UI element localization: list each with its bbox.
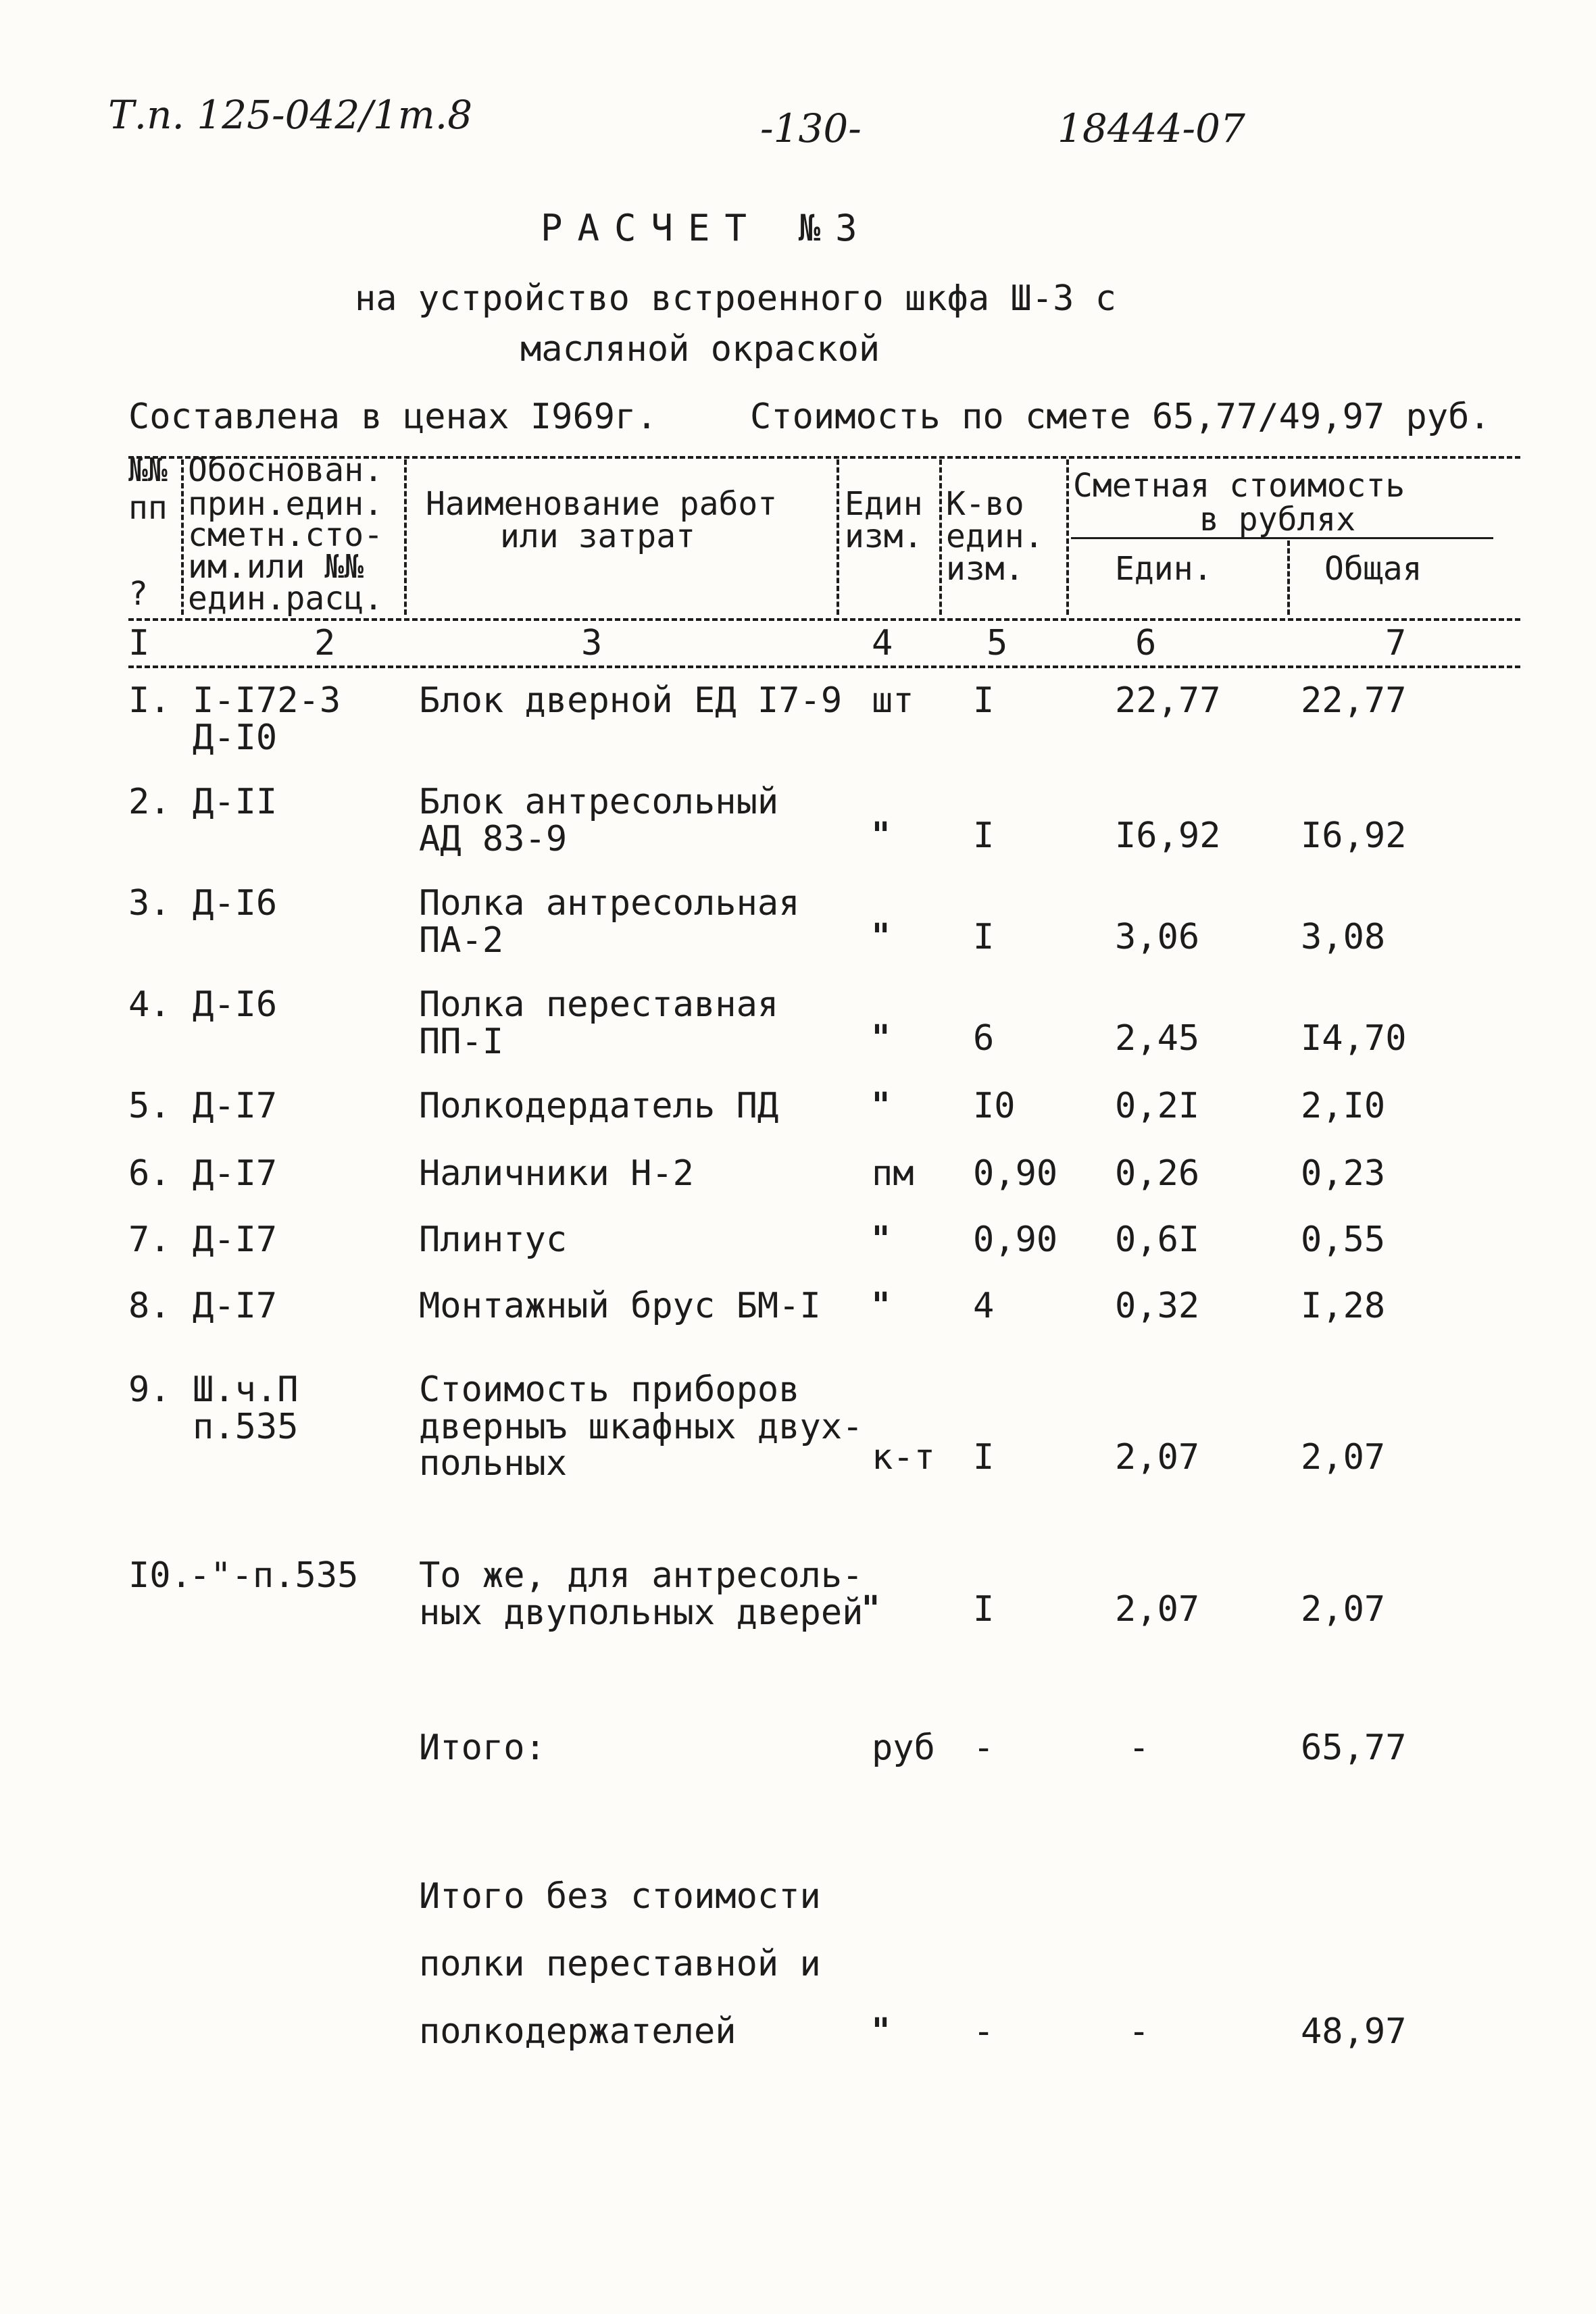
row-basis: Д-I6 [193,984,278,1025]
total-label: Итого: [419,1728,546,1768]
total-unit: руб [872,1728,935,1768]
subtitle-line-2: масляной окраской [520,329,880,370]
row-basis: Д-I7 [193,1153,278,1194]
row-basis: Д-I6 [193,883,278,924]
total-value: 65,77 [1301,1728,1407,1768]
document-ref-right: 18444-07 [1057,105,1245,151]
header-basis-l3: сметн.сто- [188,516,383,554]
row-num: 3. [128,883,171,924]
row-name: Плинтус [419,1219,568,1260]
total-excl-label-l3: полкодержателей [419,2011,737,2052]
row-basis: -"-п.535 [189,1555,359,1596]
header-qty-l1: К-во [946,485,1024,523]
row-unit: " [872,1219,891,1260]
header-unit-l1: Един [845,485,923,523]
row-total: 3,08 [1301,917,1386,957]
row-unit: " [872,1017,891,1059]
row-unit: " [862,1588,880,1630]
row-qty: 0,90 [973,1219,1058,1260]
header-qty-l3: изм. [946,550,1024,588]
header-unit-l2: изм. [845,518,923,555]
row-total: 2,07 [1301,1437,1386,1478]
row-num: 8. [128,1286,171,1326]
col-sep-5 [1066,459,1069,615]
col-number-2: 2 [314,623,336,663]
row-name: То же, для антресоль- ных двупольных дверей [419,1555,864,1633]
row-total: 2,I0 [1301,1086,1386,1126]
row-num: I0. [128,1555,192,1596]
row-total: 0,23 [1301,1153,1386,1194]
row-num: 5. [128,1086,171,1126]
header-basis-l5: един.расц. [188,580,383,618]
row-num: 6. [128,1153,171,1194]
row-unit: пм [872,1153,914,1194]
row-name: Стоимость приборов дверныъ шкафных двух- польных [419,1369,864,1484]
row-qty: 0,90 [973,1153,1058,1194]
row-name: Полка переставная ПП-I [419,984,779,1062]
row-name: Монтажный брус БМ-I [419,1286,821,1326]
header-cost-l1: Сметная стоимость [1073,467,1405,505]
row-price: 0,2I [1115,1086,1200,1126]
row-total: 0,55 [1301,1219,1386,1260]
row-name: Полка антресольная ПА-2 [419,883,800,961]
row-unit: " [872,1285,891,1326]
row-price: I6,92 [1115,815,1221,856]
total-price: - [1128,1728,1150,1768]
total-excl-qty: - [973,2011,995,2052]
row-total: I,28 [1301,1286,1386,1326]
row-total: 2,07 [1301,1589,1386,1630]
row-total: 22,77 [1301,680,1407,721]
row-unit: " [872,815,891,856]
page-number: -130- [760,105,862,151]
row-name: Полкодердатель ПД [419,1086,779,1126]
row-qty: I [973,1589,995,1630]
row-unit: шт [872,680,914,721]
header-bottom-rule [128,618,1520,621]
header-basis-l2: прин.един. [188,485,383,523]
header-cost-unit: Един. [1115,550,1213,588]
row-unit: " [872,916,891,957]
total-qty: - [973,1728,995,1768]
row-price: 0,32 [1115,1286,1200,1326]
row-basis: Д-I7 [193,1086,278,1126]
row-num: I. [128,680,171,721]
header-basis-l4: им.или №№ [188,548,364,586]
col-sep-4 [939,459,942,615]
row-name: Блок дверной ЕД I7-9 [419,680,843,721]
header-num-l3: ? [128,575,148,613]
row-price: 2,07 [1115,1589,1200,1630]
row-price: 0,6I [1115,1219,1200,1260]
row-total: I4,70 [1301,1018,1407,1059]
col-sep-1 [181,459,184,615]
row-qty: I [973,1437,995,1478]
total-excl-value: 48,97 [1301,2011,1407,2052]
col-number-6: 6 [1135,623,1157,663]
col-number-3: 3 [581,623,603,663]
row-qty: I [973,917,995,957]
col-sep-2 [404,459,407,615]
subtitle-line-1: на устройство встроенного шкфа Ш-3 с [355,278,1117,319]
header-name-l2: или затрат [500,518,695,555]
col-number-rule [128,665,1520,668]
col-number-1: I [128,623,150,663]
header-name-l1: Наименование работ [426,485,778,523]
row-num: 7. [128,1219,171,1260]
row-qty: 4 [973,1286,995,1326]
row-price: 0,26 [1115,1153,1200,1194]
row-basis: Д-II [193,782,278,822]
prices-year-line: Составлена в ценах I969г. [128,397,657,437]
total-excl-price: - [1128,2011,1150,2052]
row-total: I6,92 [1301,815,1407,856]
row-num: 9. [128,1369,171,1410]
total-excl-unit: " [872,2011,891,2052]
row-name: Наличники Н-2 [419,1153,694,1194]
row-qty: I0 [973,1086,1016,1126]
total-excl-label-l1: Итого без стоимости [419,1876,821,1917]
row-num: 4. [128,984,171,1025]
row-price: 2,45 [1115,1018,1200,1059]
row-basis: Ш.ч.П п.535 [193,1369,299,1447]
row-price: 22,77 [1115,680,1221,721]
estimate-cost-line: Стоимость по смете 65,77/49,97 руб. [750,397,1491,437]
col-sep-3 [837,459,839,615]
row-num: 2. [128,782,171,822]
page-title: РАСЧЕТ №3 [541,207,872,249]
row-basis: Д-I7 [193,1286,278,1326]
row-qty: I [973,815,995,856]
row-qty: 6 [973,1018,995,1059]
header-num-l2: пп [128,489,168,527]
row-qty: I [973,680,995,721]
row-unit: к-т [872,1437,935,1478]
row-basis: I-I72-3 Д-I0 [193,680,341,758]
header-cost-l2: в рублях [1199,501,1356,538]
row-price: 2,07 [1115,1437,1200,1478]
col-number-5: 5 [987,623,1008,663]
header-num-l1: №№ [128,451,168,489]
header-cost-total: Общая [1324,550,1422,588]
row-price: 3,06 [1115,917,1200,957]
header-basis-l1: Обоснован. [188,451,383,489]
row-name: Блок антресольный АД 83-9 [419,782,779,859]
col-sep-6 [1287,540,1290,615]
header-qty-l2: един. [946,518,1044,555]
row-basis: Д-I7 [193,1219,278,1260]
col-number-4: 4 [872,623,893,663]
document-ref-left: Т.п. 125-042/1т.8 [108,92,473,138]
cost-subheader-rule [1071,537,1493,539]
col-number-7: 7 [1385,623,1407,663]
row-unit: " [872,1085,891,1126]
total-excl-label-l2: полки переставной и [419,1944,821,1984]
